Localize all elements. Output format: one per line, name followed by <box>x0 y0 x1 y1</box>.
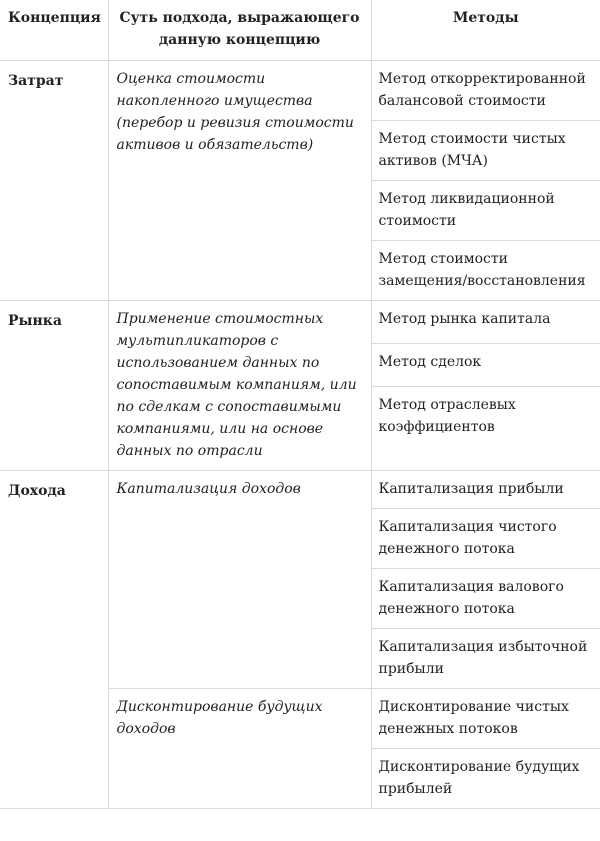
header-essence: Суть подхода, выражающего данную концепцию <box>108 0 371 61</box>
method-cell: Метод ликвидационной стоимости <box>371 181 600 241</box>
method-cell: Метод откорректированной балансовой стоимости <box>371 61 600 121</box>
header-concept: Концепция <box>0 0 108 61</box>
method-cell: Капитализация чистого денежного потока <box>371 509 600 569</box>
concept-income: Дохода <box>0 471 108 809</box>
table-row <box>0 301 600 344</box>
table-row <box>0 471 600 509</box>
method-cell: Капитализация прибыли <box>371 471 600 509</box>
method-cell: Метод стоимости чистых активов (МЧА) <box>371 121 600 181</box>
header-methods: Методы <box>371 0 600 61</box>
essence-cell: Применение стоимостных мультипликаторов с использованием данных по сопоставимым компаниям, или по сделкам с сопоставимыми компаниями, или на основе данных по отрасли <box>108 301 371 471</box>
method-cell: Метод сделок <box>371 344 600 387</box>
concept-market: Рынка <box>0 301 108 471</box>
essence-cell: Дисконтирование будущих доходов <box>108 689 371 809</box>
method-cell: Капитализация избыточной прибыли <box>371 629 600 689</box>
method-cell: Дисконтирование будущих прибылей <box>371 749 600 809</box>
essence-cell: Капитализация доходов <box>108 471 371 689</box>
essence-cell: Оценка стоимости накопленного имущества (перебор и ревизия стоимости активов и обязательств) <box>108 61 371 301</box>
table-row <box>0 61 600 121</box>
method-cell: Метод рынка капитала <box>371 301 600 344</box>
method-cell: Капитализация валового денежного потока <box>371 569 600 629</box>
method-cell: Метод стоимости замещения/восстановления <box>371 241 600 301</box>
method-cell: Метод отраслевых коэффициентов <box>371 387 600 471</box>
method-cell: Дисконтирование чистых денежных потоков <box>371 689 600 749</box>
concept-cost: Затрат <box>0 61 108 301</box>
header-row <box>0 0 600 61</box>
